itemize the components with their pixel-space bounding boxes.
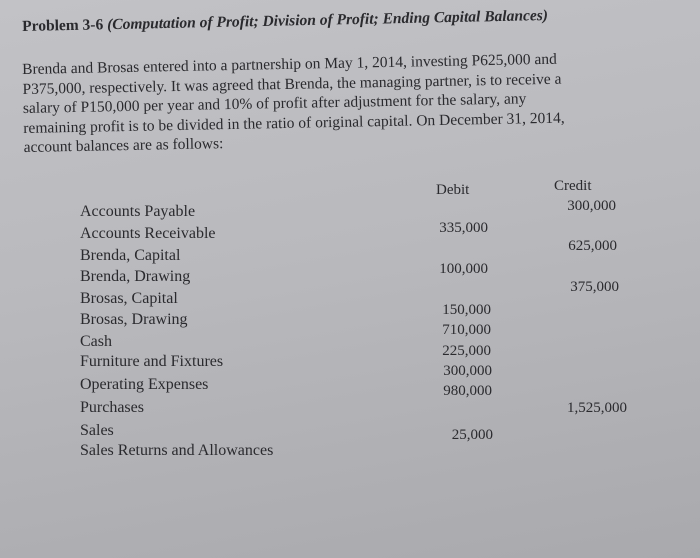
debit-amount: 225,000 [442,343,491,359]
paragraph-line: Brenda and Brosas entered into a partnership on May 1, 2014, investing P625,000 and [22,50,557,78]
problem-title [22,7,548,36]
paragraph-line: salary of P150,000 per year and 10% of profit after adjustment for the salary, any [22,90,527,117]
problem-subtitle: (Computation of Profit; Division of Profit; Ending Capital Balances) [106,6,549,34]
debit-header: Debit [436,182,470,198]
debit-amount: 710,000 [442,322,491,338]
account-name: Brosas, Drawing [80,311,188,328]
credit-amount: 375,000 [570,279,619,295]
debit-amount: 100,000 [439,261,488,277]
credit-amount: 625,000 [568,238,617,254]
debit-amount: 980,000 [443,383,492,399]
paragraph-line: remaining profit is to be divided in the ratio of original capital. On December 31, 2014, [23,109,565,137]
credit-header: Credit [554,178,592,194]
debit-amount: 150,000 [442,302,491,318]
debit-amount: 25,000 [451,427,493,443]
account-name: Sales [80,422,114,439]
account-name: Accounts Payable [80,203,196,220]
account-name: Brosas, Capital [80,290,178,307]
account-name: Purchases [80,399,144,416]
credit-amount: 1,525,000 [567,400,627,416]
paragraph-line: account balances are as follows: [23,135,224,156]
account-name: Brenda, Drawing [80,268,191,285]
credit-amount: 300,000 [567,198,616,214]
problem-paragraph [22,48,649,157]
account-name: Sales Returns and Allowances [80,442,274,459]
debit-amount: 335,000 [439,220,488,236]
account-name: Cash [80,333,112,350]
account-name: Operating Expenses [80,376,209,393]
account-name: Furniture and Fixtures [80,353,224,370]
problem-number: Problem 3-6 [22,16,104,35]
paragraph-line: P375,000, respectively. It was agreed that Brenda, the managing partner, is to receive a [22,70,562,98]
account-name: Accounts Receivable [80,225,216,242]
debit-amount: 300,000 [443,363,492,379]
account-name: Brenda, Capital [80,247,181,264]
